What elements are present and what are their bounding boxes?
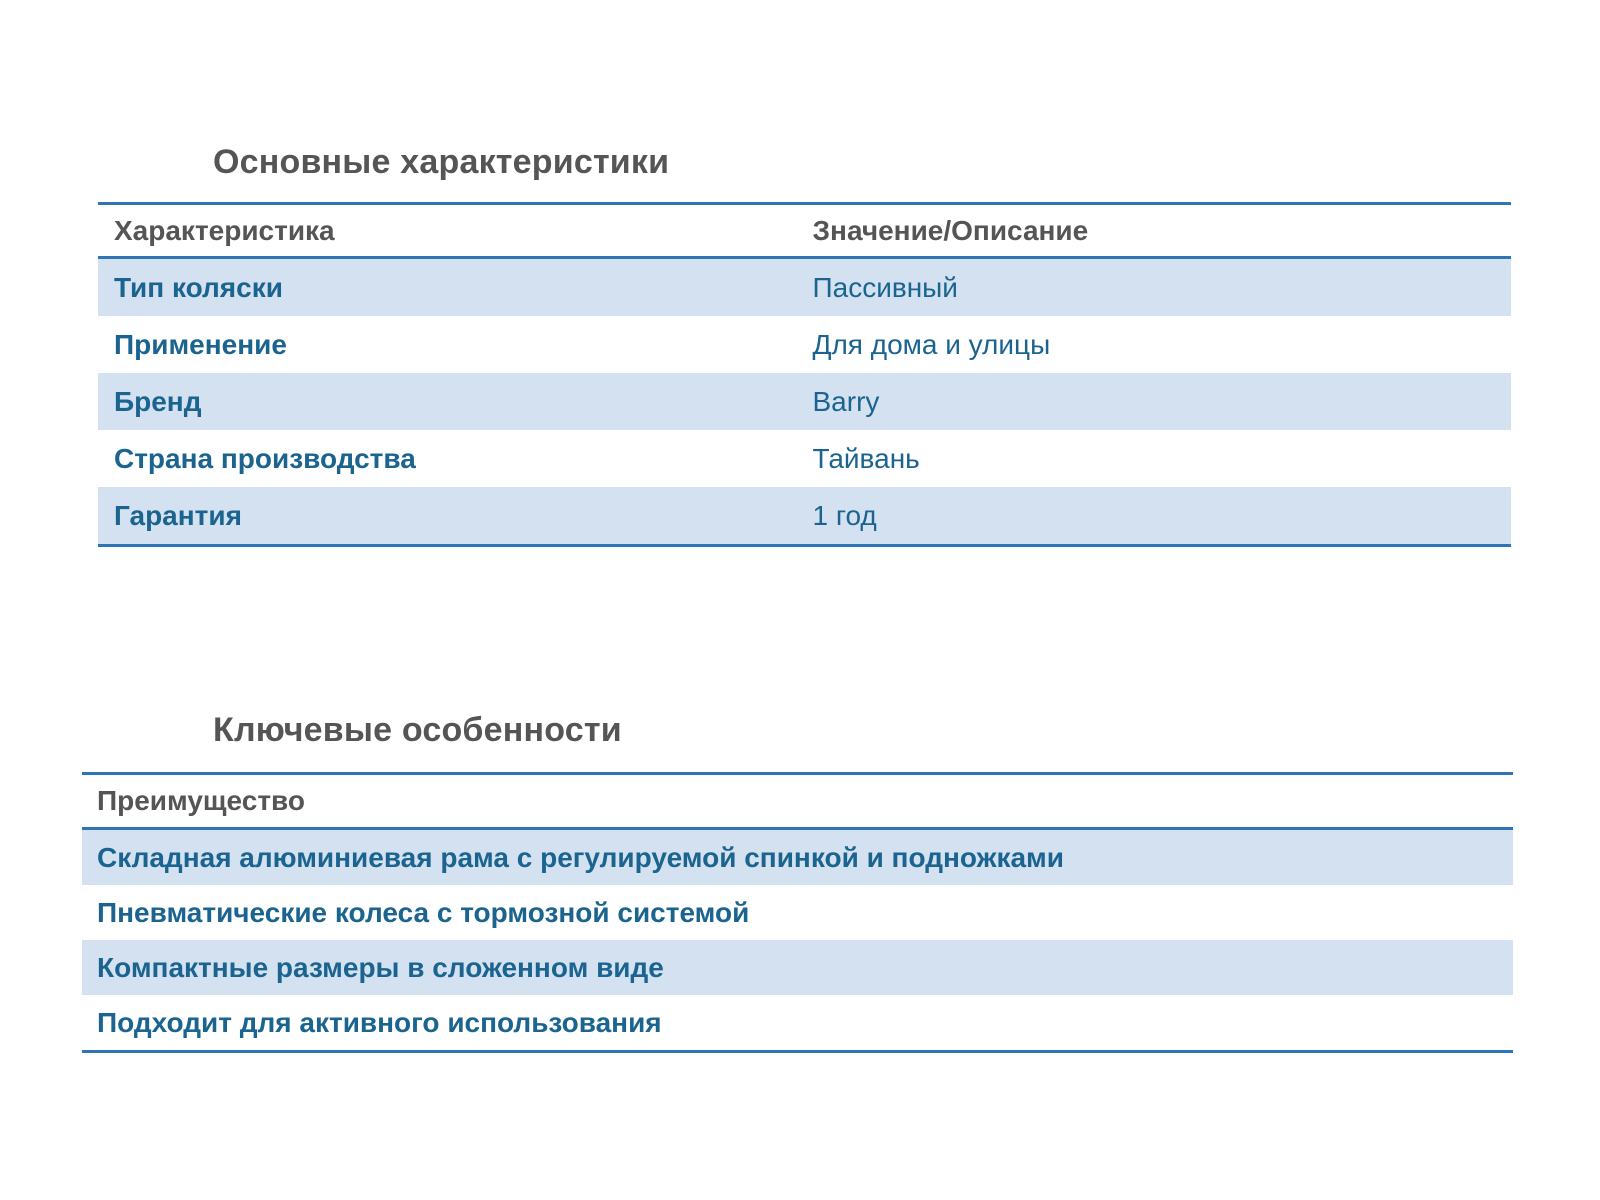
spec-label-type: Тип коляски	[114, 271, 283, 303]
features-table-header-advantage: Преимущество	[97, 785, 305, 816]
table-row	[82, 830, 1513, 885]
table-row	[82, 885, 1513, 940]
main-table-header-characteristic: Характеристика	[114, 214, 335, 246]
key-features-title: Ключевые особенности	[213, 710, 622, 749]
spec-value-warranty: 1 год	[812, 499, 877, 531]
main-table-header-row	[98, 205, 1511, 259]
spec-value-type: Пассивный	[812, 271, 958, 303]
table-row	[82, 940, 1513, 995]
table-row	[98, 487, 1511, 544]
feature-item-wheels: Пневматические колеса с тормозной системой	[97, 896, 750, 928]
main-table-header-value: Значение/Описание	[812, 214, 1089, 246]
spec-label-country: Страна производства	[114, 442, 416, 474]
main-characteristics-table	[98, 202, 1511, 547]
spec-value-brand: Barry	[812, 385, 880, 417]
table-row	[98, 316, 1511, 373]
spec-label-brand: Бренд	[114, 385, 202, 417]
feature-item-compact: Компактные размеры в сложенном виде	[97, 951, 664, 983]
feature-item-frame: Складная алюминиевая рама с регулируемой спинкой и подножками	[97, 841, 1064, 873]
table-row	[98, 430, 1511, 487]
spec-value-usage: Для дома и улицы	[812, 328, 1051, 360]
main-characteristics-title: Основные характеристики	[213, 142, 670, 181]
table-row	[98, 259, 1511, 316]
features-table-header-row	[82, 775, 1513, 830]
table-row	[82, 995, 1513, 1050]
key-features-table	[82, 772, 1513, 1053]
spec-value-country: Тайвань	[812, 442, 920, 474]
spec-label-usage: Применение	[114, 328, 287, 360]
table-row	[98, 373, 1511, 430]
spec-label-warranty: Гарантия	[114, 499, 242, 531]
feature-item-active-use: Подходит для активного использования	[97, 1006, 662, 1038]
